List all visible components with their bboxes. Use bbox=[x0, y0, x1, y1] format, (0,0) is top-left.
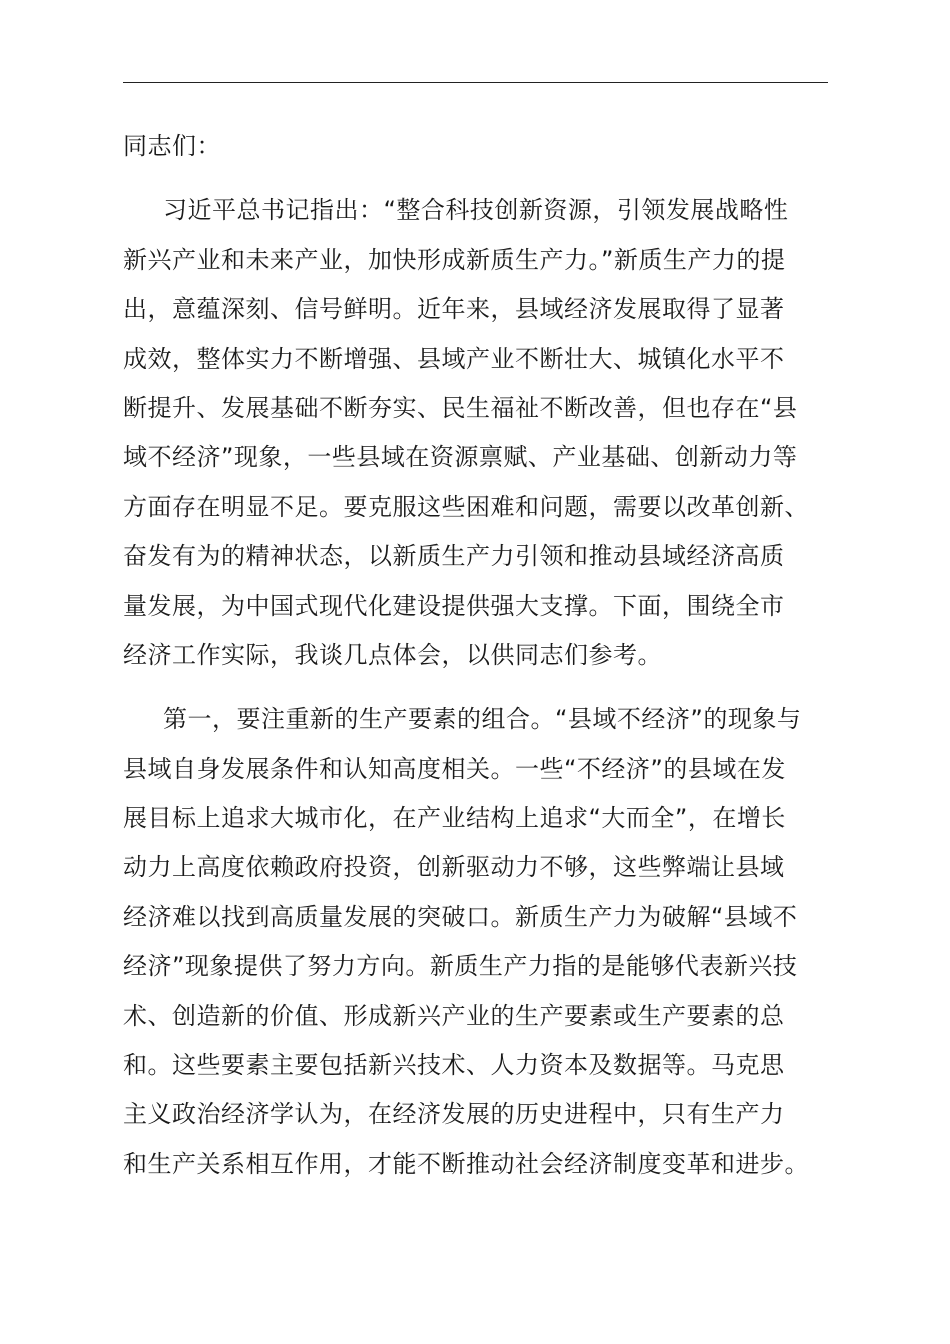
document-body bbox=[123, 122, 843, 1189]
paragraph-line: 断提升、发展基础不断夯实、民生福祉不断改善，但也存在“县 bbox=[123, 393, 798, 422]
header-rule bbox=[123, 82, 828, 83]
paragraph-line: 域不经济”现象，一些县域在资源禀赋、产业基础、创新动力等 bbox=[123, 443, 798, 472]
paragraph-line: 量发展，为中国式现代化建设提供强大支撑。下面，围绕全市 bbox=[123, 591, 785, 620]
paragraph-line: 和生产关系相互作用，才能不断推动社会经济制度变革和进步。 bbox=[123, 1149, 809, 1178]
paragraph-1 bbox=[123, 186, 843, 680]
paragraph-line: 和。这些要素主要包括新兴技术、人力资本及数据等。马克思 bbox=[123, 1051, 785, 1080]
paragraph-2 bbox=[123, 695, 843, 1189]
paragraph-line: 展目标上追求大城市化，在产业结构上追求“大而全”，在增长 bbox=[123, 804, 786, 833]
paragraph-line: 主义政治经济学认为，在经济发展的历史进程中，只有生产力 bbox=[123, 1100, 785, 1129]
paragraph-line: 县域自身发展条件和认知高度相关。一些“不经济”的县域在发 bbox=[123, 754, 786, 783]
paragraph-line: 出，意蕴深刻、信号鲜明。近年来，县域经济发展取得了显著 bbox=[123, 295, 785, 324]
paragraph-line: 经济工作实际，我谈几点体会，以供同志们参考。 bbox=[123, 640, 662, 669]
paragraph-line: 新兴产业和未来产业，加快形成新质生产力。”新质生产力的提 bbox=[123, 245, 786, 274]
paragraph-line: 习近平总书记指出：“整合科技创新资源，引领发展战略性 bbox=[163, 196, 789, 225]
salutation: 同志们： bbox=[123, 132, 221, 160]
paragraph-line: 经济难以找到高质量发展的突破口。新质生产力为破解“县域不 bbox=[123, 902, 798, 931]
paragraph-line: 方面存在明显不足。要克服这些困难和问题，需要以改革创新、 bbox=[123, 492, 809, 521]
paragraph-gap bbox=[123, 680, 843, 695]
paragraph-line: 成效，整体实力不断增强、县域产业不断壮大、城镇化水平不 bbox=[123, 344, 785, 373]
paragraph-line: 经济”现象提供了努力方向。新质生产力指的是能够代表新兴技 bbox=[123, 952, 798, 981]
paragraph-line: 第一，要注重新的生产要素的组合。“县域不经济”的现象与 bbox=[163, 705, 802, 734]
paragraph-line: 奋发有为的精神状态，以新质生产力引领和推动县域经济高质 bbox=[123, 542, 785, 571]
paragraph-gap bbox=[123, 171, 843, 186]
paragraph-line: 术、创造新的价值、形成新兴产业的生产要素或生产要素的总 bbox=[123, 1001, 785, 1030]
paragraph-line: 动力上高度依赖政府投资，创新驱动力不够，这些弊端让县域 bbox=[123, 853, 785, 882]
